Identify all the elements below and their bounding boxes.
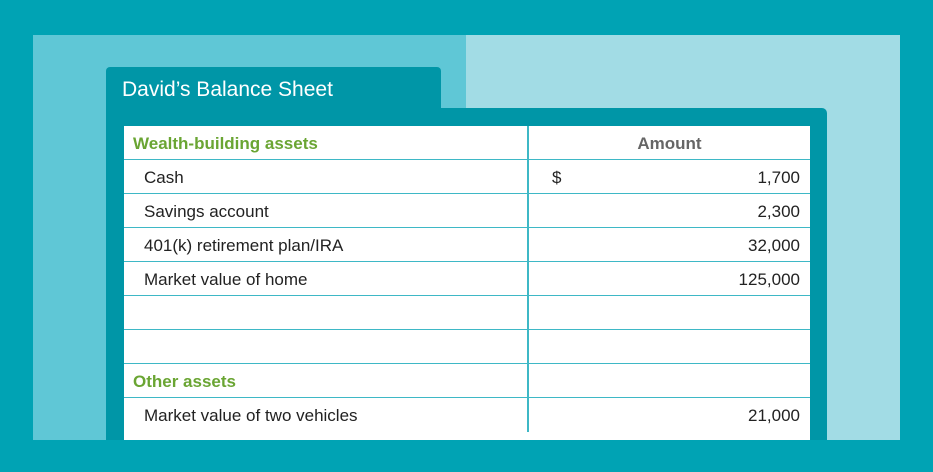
table-row — [124, 228, 810, 262]
title-tab — [106, 67, 441, 109]
row-amount: 1,700 — [757, 168, 800, 187]
row-label-cell — [124, 398, 529, 432]
row-label-cell — [124, 228, 529, 262]
table-row-empty — [124, 296, 810, 330]
header-cell-left — [124, 126, 529, 160]
table-row — [124, 398, 810, 432]
row-label: Market value of home — [144, 270, 308, 289]
row-label-cell — [124, 262, 529, 296]
table-header-row — [124, 126, 810, 160]
row-label: Market value of two vehicles — [144, 406, 358, 425]
row-label-cell — [124, 194, 529, 228]
row-amount: 125,000 — [738, 270, 800, 289]
balance-sheet-table — [124, 126, 810, 440]
amount-column-header: Amount — [637, 134, 702, 153]
currency-symbol: $ — [552, 168, 562, 187]
row-label-cell — [124, 364, 529, 398]
bottom-border — [0, 440, 933, 472]
table-row-empty — [124, 330, 810, 364]
row-label-cell — [124, 160, 529, 194]
sheet-title: David’s Balance Sheet — [122, 78, 333, 101]
row-amount: 21,000 — [748, 406, 800, 425]
table-row — [124, 262, 810, 296]
row-label: Cash — [144, 168, 184, 187]
other-assets-heading: Other assets — [133, 372, 236, 391]
row-label: 401(k) retirement plan/IRA — [144, 236, 344, 255]
row-label-cell — [124, 296, 529, 330]
row-amount: 32,000 — [748, 236, 800, 255]
wealth-building-assets-heading: Wealth-building assets — [133, 134, 318, 153]
row-amount: 2,300 — [757, 202, 800, 221]
other-assets-header-row — [124, 364, 810, 398]
row-label-cell — [124, 330, 529, 364]
row-label: Savings account — [144, 202, 269, 221]
table-row — [124, 160, 810, 194]
table-row — [124, 194, 810, 228]
